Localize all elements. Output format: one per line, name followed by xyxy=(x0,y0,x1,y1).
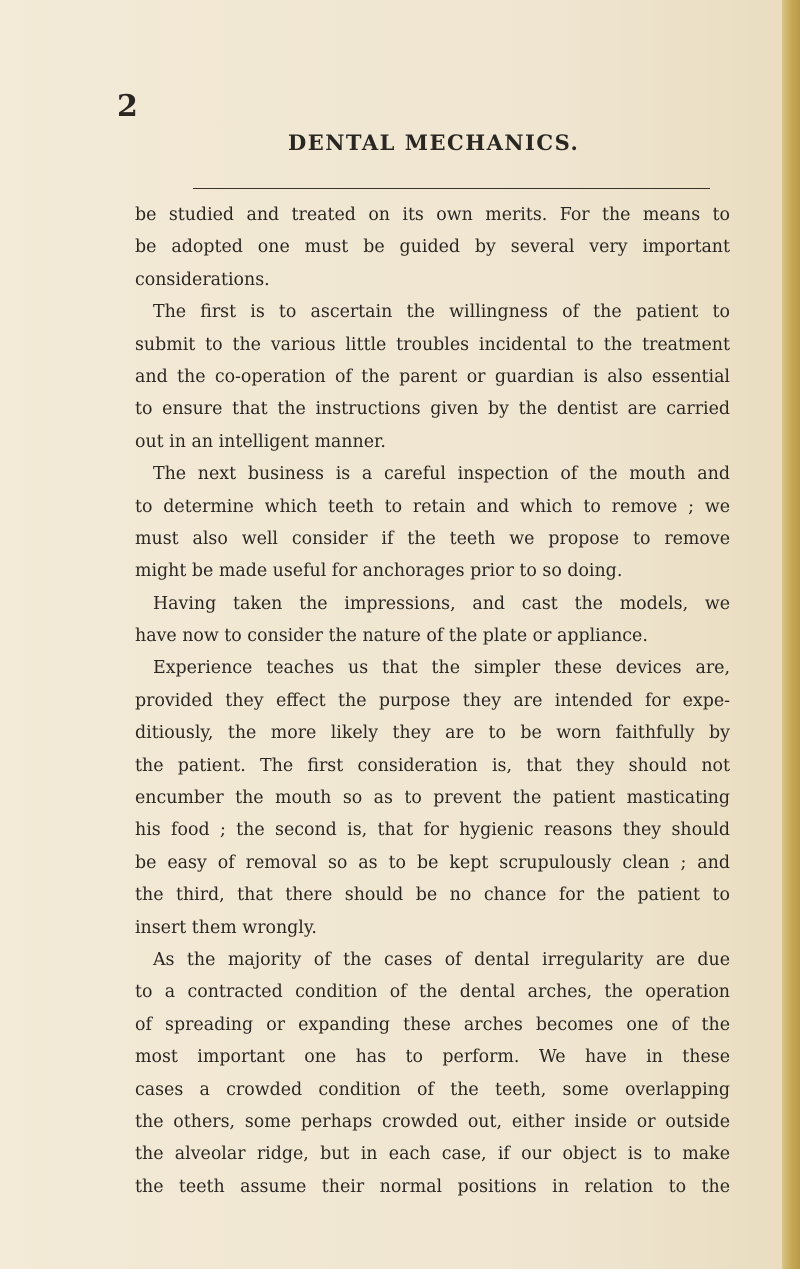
text-line: be studied and treated on its own merits. For the means to xyxy=(135,205,730,225)
text-line: provided they effect the purpose they are intended for expe- xyxy=(135,690,730,711)
text-line: ditiously, the more likely they are to be worn faithfully by xyxy=(135,723,730,744)
text-line: The first is to ascertain the willingness of the patient to xyxy=(153,302,730,323)
text-line: cases a crowded condition of the teeth, some overlapping xyxy=(135,1079,730,1100)
text-line: of spreading or expanding these arches becomes one of the xyxy=(135,1014,730,1035)
body-text xyxy=(135,199,730,1203)
text-line: most important one has to perform. We have in these xyxy=(135,1047,730,1068)
header-rule xyxy=(193,188,710,189)
text-line: to determine which teeth to retain and which to remove ; we xyxy=(135,496,730,517)
text-line: be adopted one must be guided by several very important xyxy=(135,237,730,258)
text-line: must also well consider if the teeth we propose to remove xyxy=(135,528,730,549)
text-line: be easy of removal so as to be kept scrupulously clean ; and xyxy=(135,852,730,873)
text-line: As the majority of the cases of dental irregularity are due xyxy=(153,949,730,970)
text-line: to ensure that the instructions given by the dentist are carried xyxy=(135,399,730,420)
page-edge xyxy=(782,0,800,1269)
text-line: the third, that there should be no chance for the patient to xyxy=(135,885,730,906)
text-line: and the co-operation of the parent or guardian is also essential xyxy=(135,366,730,387)
text-line: out in an intelligent manner. xyxy=(135,431,386,452)
text-line: to a contracted condition of the dental arches, the operation xyxy=(135,982,730,1003)
text-line: have now to consider the nature of the plate or appliance. xyxy=(135,626,648,647)
text-line: encumber the mouth so as to prevent the patient masticating xyxy=(135,788,730,809)
text-line: Having taken the impressions, and cast the models, we xyxy=(153,593,730,614)
running-title: DENTAL MECHANICS. xyxy=(288,130,580,155)
text-line: the others, some perhaps crowded out, either inside or outside xyxy=(135,1111,730,1132)
text-line: the alveolar ridge, but in each case, if our object is to make xyxy=(135,1144,730,1165)
text-line: Experience teaches us that the simpler these devices are, xyxy=(153,658,730,679)
text-line: The next business is a careful inspection of the mouth and xyxy=(153,464,730,485)
text-line: considerations. xyxy=(135,269,270,290)
text-line: submit to the various little troubles incidental to the treatment xyxy=(135,334,730,355)
text-line: might be made useful for anchorages prior to so doing. xyxy=(135,561,623,582)
text-line: insert them wrongly. xyxy=(135,917,317,938)
text-line: his food ; the second is, that for hygienic reasons they should xyxy=(135,820,730,841)
text-line: the teeth assume their normal positions in relation to the xyxy=(135,1176,730,1197)
text-line: the patient. The first consideration is, that they should not xyxy=(135,755,730,776)
page-number: 2 xyxy=(117,89,138,124)
